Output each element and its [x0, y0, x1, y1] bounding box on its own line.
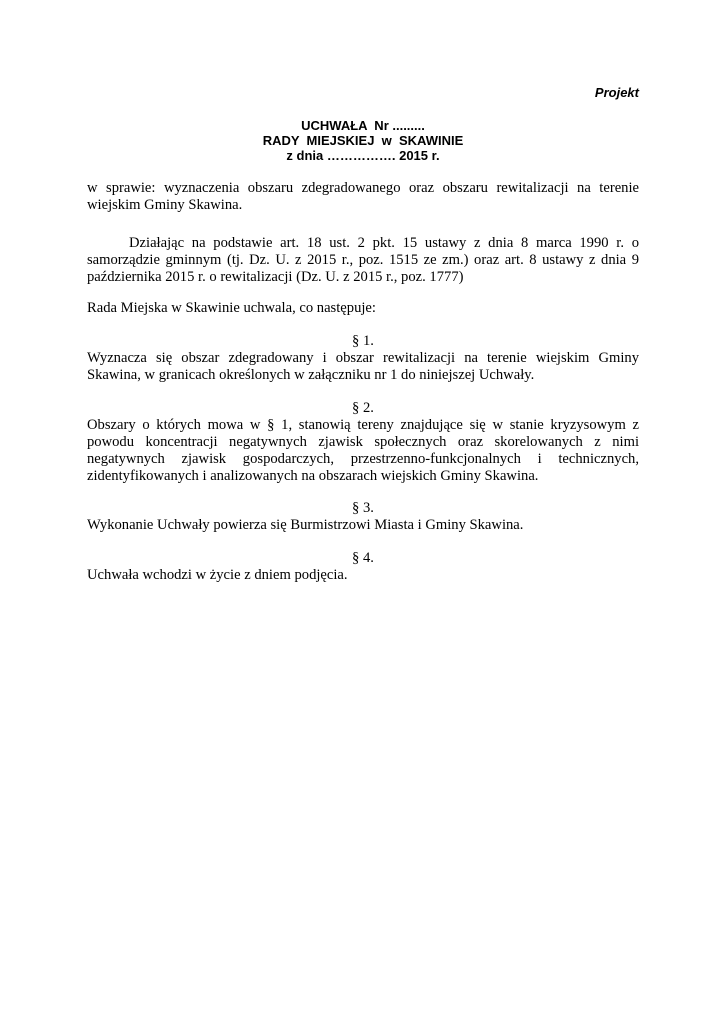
- resolution-intro: Rada Miejska w Skawinie uchwala, co następuje:: [87, 300, 376, 316]
- title-line-council: RADY MIEJSKIEJ w SKAWINIE: [262, 133, 464, 148]
- section-4-number: § 4.: [352, 550, 374, 566]
- section-1-number: § 1.: [352, 333, 374, 349]
- section-2-number: § 2.: [352, 400, 374, 416]
- section-4-text: Uchwała wchodzi w życie z dniem podjęcia.: [87, 567, 348, 583]
- title-line-date: z dnia ……………. 2015 r.: [286, 148, 440, 163]
- section-3-text: Wykonanie Uchwały powierza się Burmistrzowi Miasta i Gminy Skawina.: [87, 517, 524, 533]
- section-1-text: Wyznacza się obszar zdegradowany i obszar rewitalizacji na terenie wiejskim Gminy Skawina, w granicach określonych w załączniku nr 1 do niniejszej Uchwały.: [87, 350, 639, 383]
- section-2-text: Obszary o których mowa w § 1, stanowią tereny znajdujące się w stanie kryzysowym z powodu koncentracji negatywnych zjawisk społecznych oraz skorelowanych z nimi negatywnych zjawisk gospodarczych, przestrzenno-funkcjonalnych i technicznych, zidentyfikowanych i analizowanych na obszarach wiejskich Gminy Skawina.: [87, 417, 639, 484]
- resolution-title: [87, 118, 639, 163]
- legal-basis-paragraph: Działając na podstawie art. 18 ust. 2 pkt. 15 ustawy z dnia 8 marca 1990 r. o samorządzie gminnym (tj. Dz. U. z 2015 r., poz. 1515 ze zm.) oraz art. 8 ustawy z dnia 9 października 2015 r. o rewitalizacji (Dz. U. z 2015 r., poz. 1777): [87, 235, 639, 285]
- document-page: [87, 0, 639, 1024]
- subject-paragraph: w sprawie: wyznaczenia obszaru zdegradowanego oraz obszaru rewitalizacji na terenie wiejskim Gminy Skawina.: [87, 180, 639, 213]
- projekt-label: Projekt: [594, 85, 639, 100]
- title-line-resolution-number: UCHWAŁA Nr .........: [301, 118, 425, 133]
- section-3-number: § 3.: [352, 500, 374, 516]
